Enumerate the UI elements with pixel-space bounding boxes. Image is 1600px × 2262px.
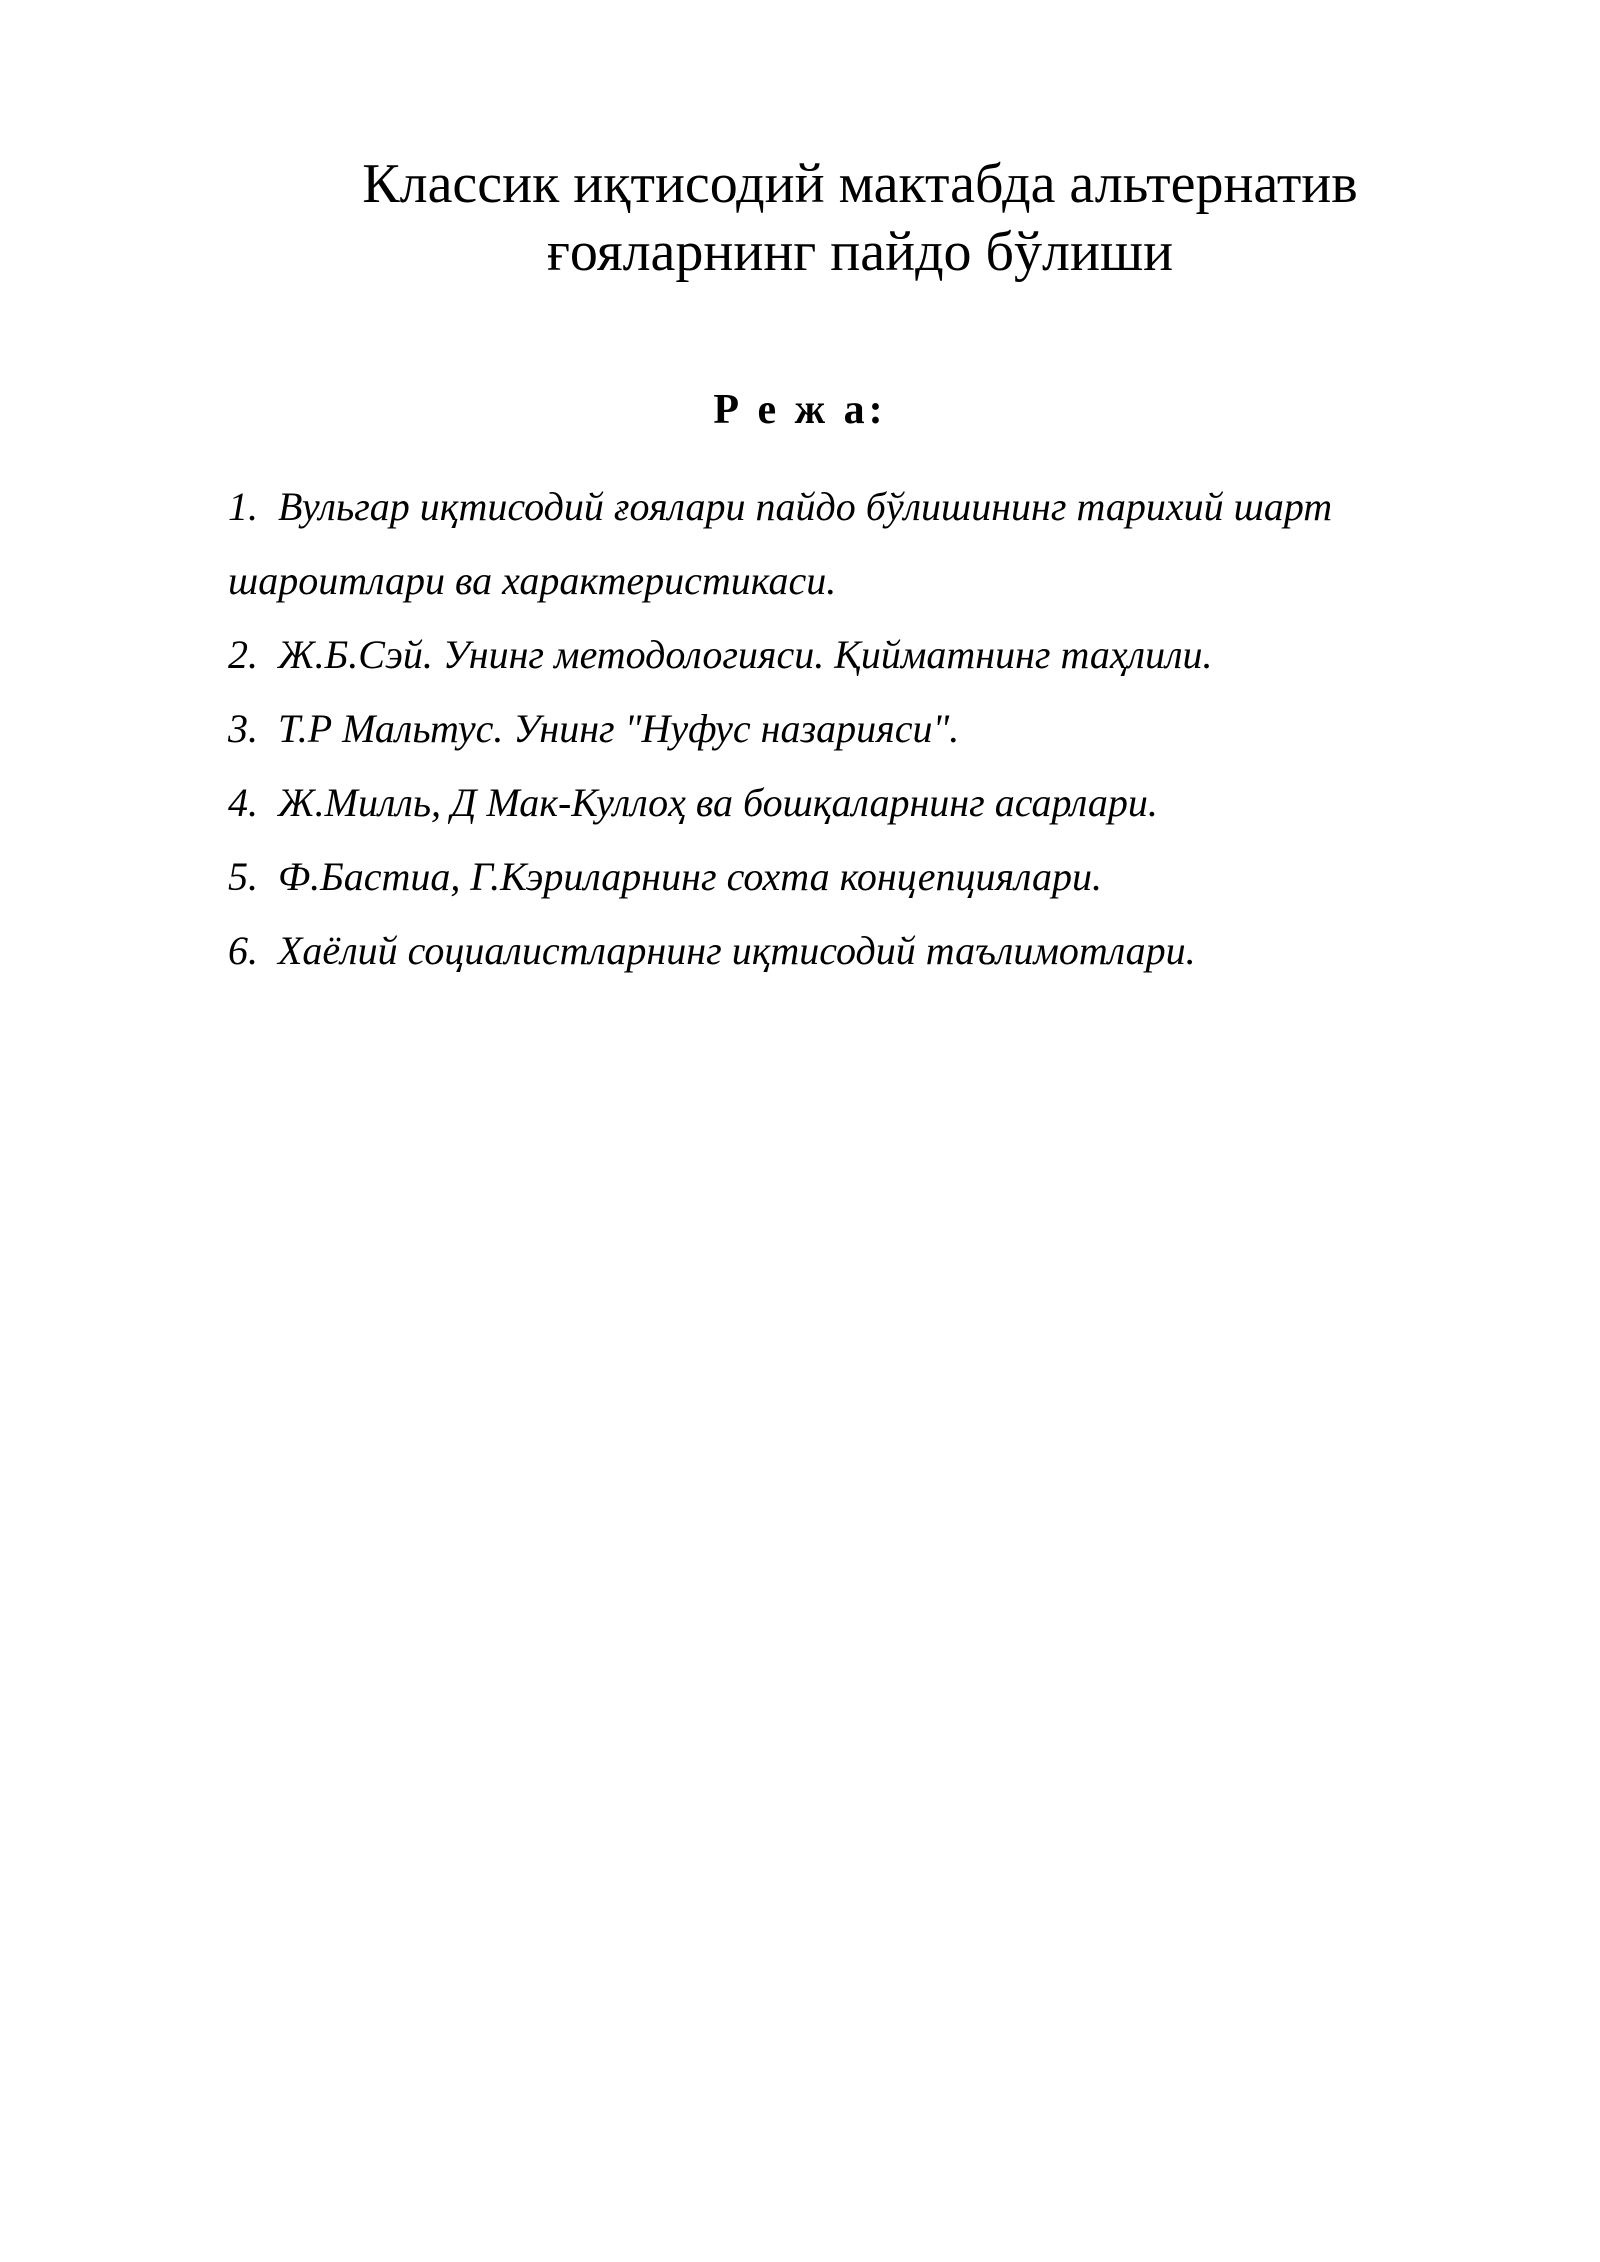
plan-item-text: Ж.Милль, Д Мак-Куллоҳ ва бошқаларнинг асарлари.: [278, 780, 1158, 825]
plan-item-text-continuation: шароитлари ва характеристикаси.: [228, 558, 837, 603]
page-title: [230, 150, 1490, 286]
plan-heading: Р е ж а:: [713, 387, 887, 433]
plan-item-number: 3.: [228, 706, 258, 751]
plan-item-5: [228, 840, 1468, 914]
plan-item-text: Ф.Бастиа, Г.Кэриларнинг сохта концепциялари.: [278, 854, 1102, 899]
plan-item-number: 4.: [228, 780, 258, 825]
plan-item-1-continuation: [228, 544, 1468, 618]
title-line-1: Классик иқтисодий мактабда альтернатив: [362, 153, 1358, 215]
plan-item-text: Т.Р Мальтус. Унинг "Нуфус назарияси".: [278, 706, 960, 751]
plan-item-number: 1.: [228, 484, 258, 529]
plan-item-1: [228, 470, 1468, 544]
plan-item-text: Хаёлий социалистларнинг иқтисодий таълимотлари.: [278, 928, 1196, 973]
plan-item-6: [228, 914, 1468, 988]
plan-item-number: 6.: [228, 928, 258, 973]
plan-item-4: [228, 766, 1468, 840]
title-line-2: ғояларнинг пайдо бўлиши: [546, 221, 1174, 283]
plan-item-text: Ж.Б.Сэй. Унинг методологияси. Қийматнинг таҳлили.: [278, 632, 1213, 677]
plan-list: [228, 470, 1468, 988]
plan-item-2: [228, 618, 1468, 692]
plan-item-3: [228, 692, 1468, 766]
plan-item-number: 5.: [228, 854, 258, 899]
plan-item-number: 2.: [228, 632, 258, 677]
plan-item-text: Вульгар иқтисодий ғоялари пайдо бўлишининг тарихий шарт: [278, 484, 1333, 529]
